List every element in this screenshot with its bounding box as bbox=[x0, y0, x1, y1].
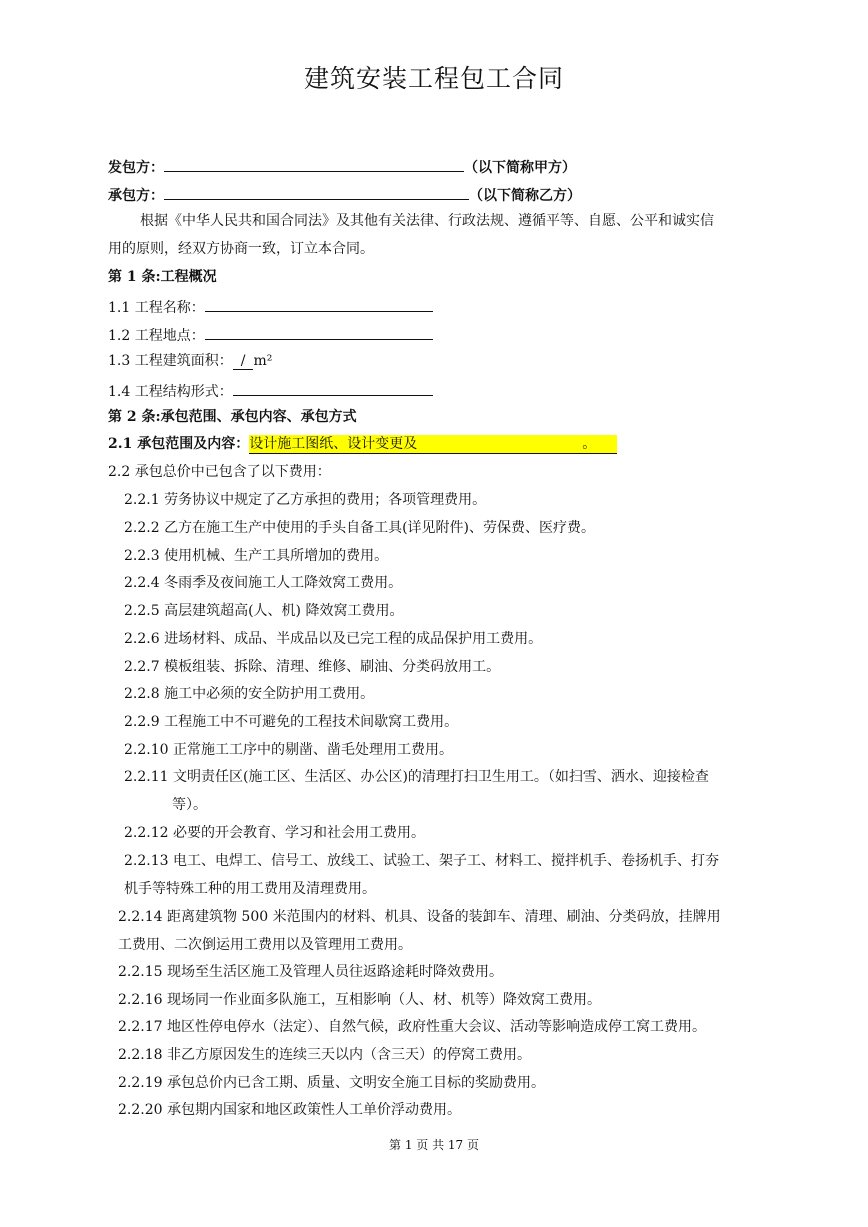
cost-item: 2.2.9 工程施工中不可避免的工程技术间歇窝工费用。 bbox=[124, 714, 459, 730]
cost-item: 2.2.6 进场材料、成品、半成品以及已完工程的成品保护用工费用。 bbox=[124, 631, 543, 647]
cost-item: 2.2.17 地区性停电停水（法定）、自然气候，政府性重大会议、活动等影响造成停工窝工费用。 bbox=[118, 1019, 706, 1035]
scope-label: 2.1 承包范围及内容： bbox=[108, 436, 250, 452]
project-name-label: 1.1 工程名称： bbox=[108, 300, 205, 316]
party-a-line bbox=[108, 156, 576, 177]
cost-item: 2.2.1 劳务协议中规定了乙方承担的费用；各项管理费用。 bbox=[124, 492, 487, 508]
cost-item: 2.2.18 非乙方原因发生的连续三天以内（含三天）的停窝工费用。 bbox=[118, 1047, 531, 1063]
structure-form-blank[interactable] bbox=[233, 380, 433, 396]
cost-item: 2.2.12 必要的开会教育、学习和社会用工费用。 bbox=[124, 825, 425, 841]
party-b-note: （以下简称乙方） bbox=[469, 188, 581, 204]
scope-end: 。 bbox=[582, 436, 597, 452]
page-footer: 第 1 页 共 17 页 bbox=[389, 1138, 479, 1152]
cost-item: 2.2.2 乙方在施工生产中使用的手头自备工具(详见附件)、劳保费、医疗费。 bbox=[124, 520, 595, 536]
cost-item: 2.2.3 使用机械、生产工具所增加的费用。 bbox=[124, 548, 389, 564]
scope-highlight bbox=[249, 435, 617, 454]
article-2-heading: 第 2 条:承包范围、承包内容、承包方式 bbox=[108, 409, 357, 425]
cost-item: 2.2.15 现场至生活区施工及管理人员往返路途耗时降效费用。 bbox=[118, 964, 503, 980]
structure-form-line bbox=[108, 380, 433, 401]
cost-item: 2.2.16 现场同一作业面多队施工，互相影响（人、材、机等）降效窝工费用。 bbox=[118, 992, 601, 1008]
cost-item: 2.2.5 高层建筑超高(人、机) 降效窝工费用。 bbox=[124, 603, 404, 619]
project-location-line bbox=[108, 324, 433, 345]
structure-form-label: 1.4 工程结构形式： bbox=[108, 384, 233, 400]
building-area-unit: m² bbox=[253, 353, 273, 369]
cost-item-continued: 机手等特殊工种的用工费用及清理费用。 bbox=[124, 881, 376, 897]
project-name-blank[interactable] bbox=[205, 296, 433, 312]
cost-item: 2.2.11 文明责任区(施工区、生活区、办公区)的清理打扫卫生用工。（如扫雪、洒水、迎接检查 bbox=[124, 769, 709, 785]
scope-line bbox=[108, 435, 617, 454]
cost-item: 2.2.20 承包期内国家和地区政策性人工单价浮动费用。 bbox=[118, 1102, 461, 1118]
document-title: 建筑安装工程包工合同 bbox=[303, 64, 564, 93]
party-a-blank[interactable] bbox=[164, 156, 464, 172]
building-area-line bbox=[108, 352, 272, 370]
building-area-label: 1.3 工程建筑面积： bbox=[108, 353, 233, 369]
cost-intro: 2.2 承包总价中已包含了以下费用： bbox=[108, 464, 331, 480]
cost-item: 2.2.8 施工中必须的安全防护用工费用。 bbox=[124, 686, 375, 702]
project-location-label: 1.2 工程地点： bbox=[108, 328, 205, 344]
project-name-line bbox=[108, 296, 433, 317]
cost-item: 2.2.19 承包总价内已含工期、质量、文明安全施工目标的奖励费用。 bbox=[118, 1075, 545, 1091]
cost-item: 2.2.13 电工、电焊工、信号工、放线工、试验工、架子工、材料工、搅拌机手、卷扬机手、打夯 bbox=[124, 853, 719, 869]
article-1-heading: 第 1 条:工程概况 bbox=[108, 269, 217, 285]
project-location-blank[interactable] bbox=[205, 324, 433, 340]
preamble-line-1: 根据《中华人民共和国合同法》及其他有关法律、行政法规、遵循平等、自愿、公平和诚实信 bbox=[140, 213, 714, 229]
party-a-note: （以下简称甲方） bbox=[464, 160, 576, 176]
building-area-value[interactable]: / bbox=[233, 353, 254, 370]
cost-item: 2.2.14 距离建筑物 500 米范围内的材料、机具、设备的装卸车、清理、刷油、分类码放，挂牌用 bbox=[118, 909, 721, 925]
cost-item: 2.2.4 冬雨季及夜间施工人工降效窝工费用。 bbox=[124, 575, 403, 591]
scope-value: 设计施工图纸、设计变更及 bbox=[249, 436, 418, 452]
cost-item: 2.2.7 模板组装、拆除、清理、维修、刷油、分类码放用工。 bbox=[124, 659, 501, 675]
party-b-line bbox=[108, 184, 581, 205]
party-b-blank[interactable] bbox=[164, 184, 469, 200]
cost-item-continued: 工费用、二次倒运用工费用以及管理用工费用。 bbox=[118, 937, 412, 953]
party-b-label: 承包方： bbox=[108, 188, 164, 204]
cost-item-continued: 等）。 bbox=[172, 797, 207, 813]
party-a-label: 发包方： bbox=[108, 160, 164, 176]
preamble-line-2: 用的原则，经双方协商一致，订立本合同。 bbox=[108, 241, 374, 257]
cost-item: 2.2.10 正常施工工序中的剔凿、凿毛处理用工费用。 bbox=[124, 742, 453, 758]
